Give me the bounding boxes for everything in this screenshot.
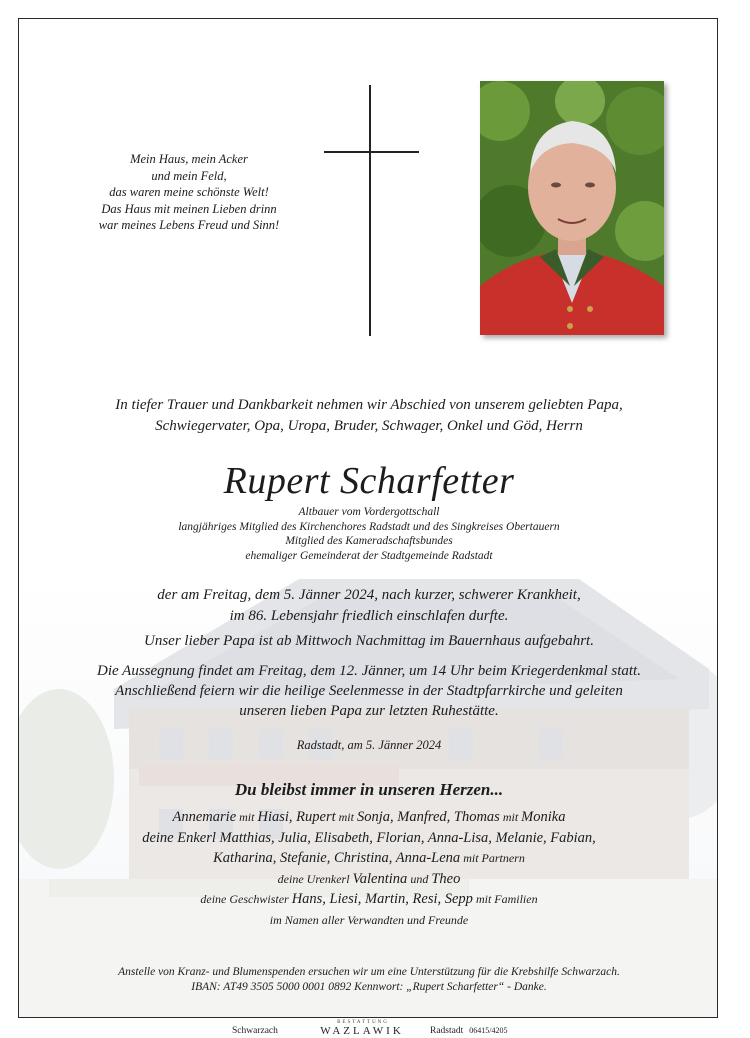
intro-line: Schwiegervater, Opa, Uropa, Bruder, Schwager, Onkel und Göd, Herrn <box>155 418 583 434</box>
poem-line: war meines Lebens Freud und Sinn! <box>98 218 280 232</box>
title-line: ehemaliger Gemeinderat der Stadtgemeinde Radstadt <box>245 549 493 562</box>
family-list <box>19 807 718 930</box>
poem-line: und mein Feld, <box>151 168 227 183</box>
poem-line: Mein Haus, mein Acker <box>130 152 248 166</box>
wake-notice: Unser lieber Papa ist ab Mittwoch Nachmittag im Bauernhaus aufgebahrt. <box>144 633 594 649</box>
funeral-line: unseren lieben Papa zur letzten Ruhestätte. <box>239 703 499 719</box>
cross-icon-vertical <box>369 85 371 336</box>
footer-brand-tagline: BESTATTUNG <box>337 1020 389 1025</box>
death-line: der am Freitag, dem 5. Jänner 2024, nach kurzer, schwerer Krankheit, <box>157 587 581 603</box>
funeral-line: Anschließend feiern wir die heilige Seelenmesse in der Stadtpfarrkirche und geleiten <box>115 683 623 699</box>
footer-location-left: Schwarzach <box>232 1026 278 1036</box>
portrait-photo <box>480 81 664 335</box>
family-line: deine Geschwister Hans, Liesi, Martin, Resi, Sepp mit Familien <box>200 891 538 907</box>
family-line: Annemarie mit Hiasi, Rupert mit Sonja, Manfred, Thomas mit Monika <box>172 809 566 825</box>
family-line: deine Enkerl Matthias, Julia, Elisabeth, Florian, Anna-Lisa, Melanie, Fabian, <box>142 829 596 846</box>
footer-location-right: Radstadt 06415/4205 <box>430 1026 508 1036</box>
motto: Du bleibst immer in unseren Herzen... <box>234 780 504 799</box>
title-line: Altbauer vom Vordergottschall <box>298 506 440 518</box>
cross-icon-horizontal <box>324 151 419 153</box>
family-line: deine Urenkerl Valentina und Theo <box>277 870 461 887</box>
funeral-notice <box>19 661 718 721</box>
obituary-card <box>18 18 718 1018</box>
intro-line: In tiefer Trauer und Dankbarkeit nehmen wir Abschied von unserem geliebten Papa, <box>115 397 623 413</box>
poem-line: Das Haus mit meinen Lieben drinn <box>101 201 277 216</box>
death-notice <box>19 585 718 627</box>
deceased-titles <box>19 505 718 563</box>
title-line: Mitglied des Kameradschaftsbundes <box>285 535 453 547</box>
funeral-line: Die Aussegnung findet am Freitag, dem 12. Jänner, um 14 Uhr beim Kriegerdenkmal statt. <box>97 663 641 679</box>
footer-phone: 06415/4205 <box>469 1026 508 1035</box>
intro-text <box>19 395 718 437</box>
undertaker-footer <box>0 1018 750 1038</box>
footer-brand-logo: WAZLAWIK <box>320 1025 404 1037</box>
poem-line: das waren meine schönste Welt! <box>109 185 269 199</box>
family-line: im Namen aller Verwandten und Freunde <box>269 912 469 927</box>
family-line: Katharina, Stefanie, Christina, Anna-Lena mit Partnern <box>213 850 525 866</box>
deceased-name: Rupert Scharfetter <box>223 460 515 502</box>
title-line: langjähriges Mitglied des Kirchenchores Radstadt und des Singkreises Obertauern <box>178 520 560 533</box>
death-line: im 86. Lebensjahr friedlich einschlafen durfte. <box>229 608 509 624</box>
donation-line: IBAN: AT49 3505 5000 0001 0892 Kennwort: „Rupert Scharfetter“ - Danke. <box>191 981 547 993</box>
poem <box>79 151 299 234</box>
donation-line: Anstelle von Kranz- und Blumenspenden ersuchen wir um eine Unterstützung für die Krebshilfe Schwarzach. <box>118 966 620 978</box>
donation-request <box>19 965 718 995</box>
place-date: Radstadt, am 5. Jänner 2024 <box>296 738 442 752</box>
